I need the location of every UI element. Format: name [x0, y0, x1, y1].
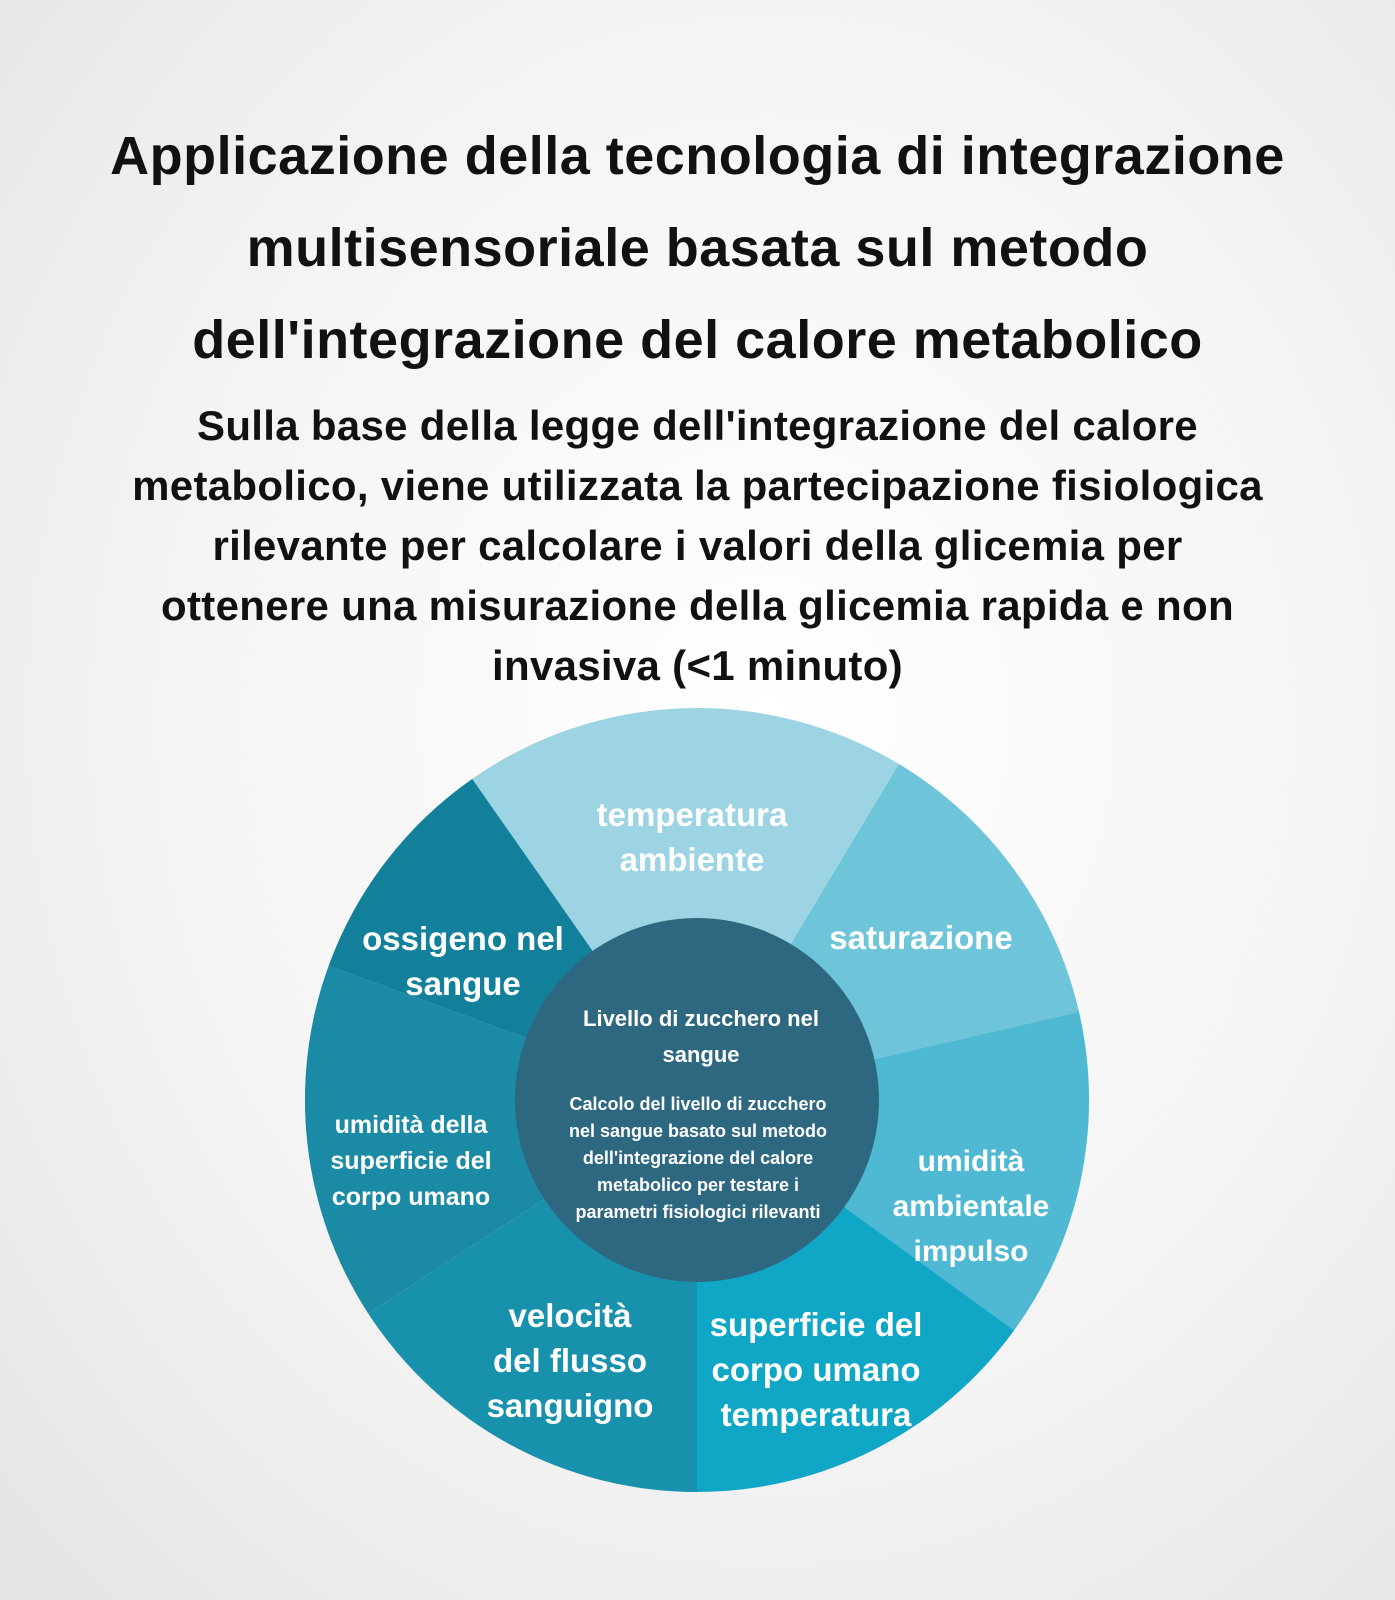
segment-label-line: sanguigno [486, 1387, 654, 1424]
segment-label-line: velocità [508, 1297, 632, 1334]
subtitle-line: ottenere una misurazione della glicemia rapida e non [161, 582, 1234, 629]
subtitle-line: rilevante per calcolare i valori della glicemia per [212, 522, 1183, 569]
title-line: dell'integrazione del calore metabolico [192, 310, 1203, 370]
segment-label-5 [330, 1111, 491, 1211]
center-desc-line: nel sangue basato sul metodo [568, 1121, 828, 1141]
center-desc-line: metabolico per testare i [596, 1175, 800, 1195]
center-desc-line: parametri fisiologici rilevanti [575, 1202, 821, 1222]
center-title-line: Livello di zucchero nel [583, 1006, 819, 1031]
subtitle-line: invasiva (<1 minuto) [492, 642, 903, 689]
center-desc-line: dell'integrazione del calore [582, 1148, 814, 1168]
segment-label-line: corpo umano [331, 1183, 491, 1211]
segment-label-line: ambientale [892, 1190, 1050, 1223]
segment-label-line: ambiente [619, 841, 765, 878]
title-line: multisensoriale basata sul metodo [246, 218, 1149, 278]
subtitle-line: metabolico, viene utilizzata la partecipazione fisiologica [132, 462, 1263, 509]
segment-label-3 [710, 1306, 923, 1433]
segment-label-line: sangue [405, 965, 521, 1002]
segment-label-line: ossigeno nel [362, 920, 564, 957]
segment-label-line: impulso [913, 1235, 1029, 1268]
center-title-line: sangue [662, 1042, 740, 1067]
segment-label-line: superficie del [709, 1306, 923, 1343]
title-line: Applicazione della tecnologia di integrazione [110, 126, 1285, 186]
segment-label-line: temperatura [596, 796, 788, 833]
segment-label-line: corpo umano [711, 1351, 921, 1388]
segment-label-line: umidità [917, 1145, 1025, 1178]
segment-label-line: saturazione [829, 919, 1013, 956]
segment-label-line: umidità della [334, 1111, 488, 1139]
subtitle-line: Sulla base della legge dell'integrazione del calore [197, 402, 1198, 449]
segment-label-line: del flusso [492, 1342, 648, 1379]
segment-label-4 [487, 1297, 654, 1424]
segment-label-line: temperatura [720, 1396, 912, 1433]
segment-label-line: superficie del [330, 1147, 492, 1175]
center-desc-line: Calcolo del livello di zucchero [569, 1094, 827, 1114]
segment-label-1 [829, 919, 1012, 956]
